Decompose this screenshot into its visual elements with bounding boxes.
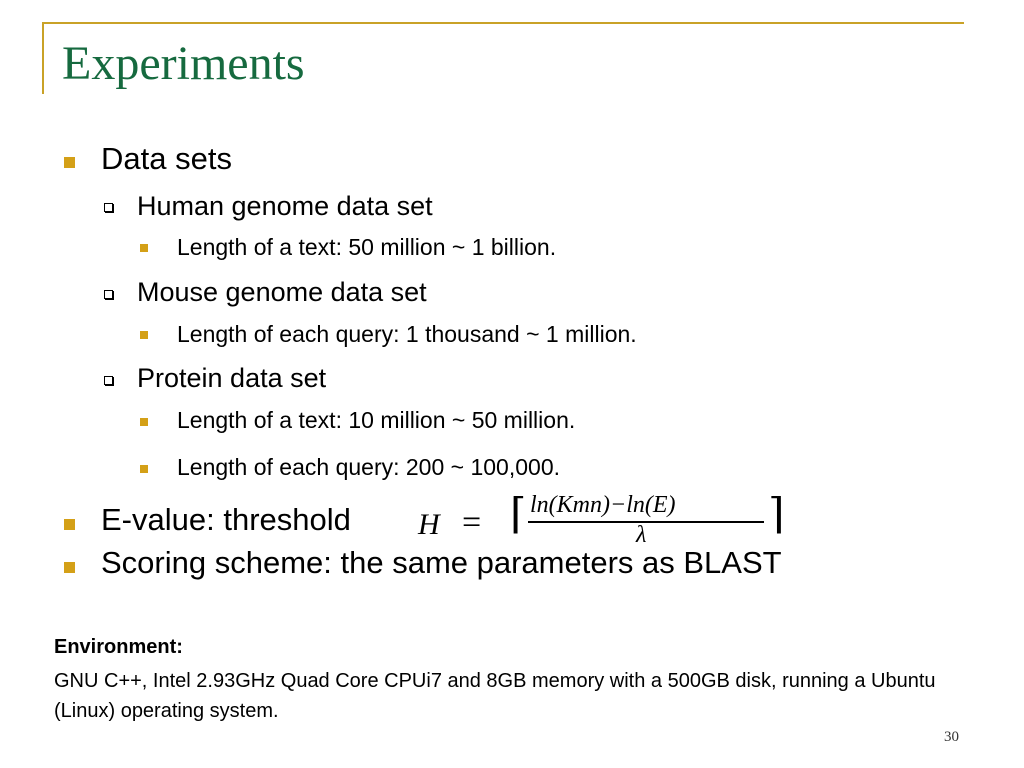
bullet-data-sets: Data sets	[101, 141, 232, 176]
title-frame-left-line	[42, 22, 44, 94]
square-bullet-icon	[64, 519, 75, 530]
bullet-protein: Protein data set	[137, 363, 327, 393]
formula-numerator: ln(Kmn)−ln(E)	[530, 492, 676, 518]
ceiling-right-icon: ⌉	[768, 492, 785, 538]
square-bullet-icon	[64, 562, 75, 573]
formula-denominator: λ	[636, 522, 647, 548]
page-number: 30	[944, 729, 959, 745]
bullet-protein-text-length: Length of a text: 10 million ~ 50 million.	[177, 407, 576, 433]
title-frame-top-line	[42, 22, 964, 24]
square-bullet-icon	[140, 465, 148, 473]
hollow-square-bullet-icon	[104, 203, 113, 212]
bullet-protein-query-length: Length of each query: 200 ~ 100,000.	[177, 454, 561, 480]
square-bullet-icon	[140, 418, 148, 426]
square-bullet-icon	[140, 244, 148, 252]
environment-label: Environment:	[54, 636, 183, 658]
hollow-square-bullet-icon	[104, 376, 113, 385]
slide-title: Experiments	[62, 37, 305, 90]
formula-lhs: H	[418, 508, 440, 541]
ceiling-left-icon: ⌈	[510, 492, 527, 538]
square-bullet-icon	[140, 331, 148, 339]
bullet-mouse-query-length: Length of each query: 1 thousand ~ 1 million.	[177, 321, 637, 347]
square-bullet-icon	[64, 157, 75, 168]
environment-text: GNU C++, Intel 2.93GHz Quad Core CPUi7 and 8GB memory with a 500GB disk, running a Ubuntu (Linux) operating system.	[54, 670, 936, 722]
bullet-scoring-scheme: Scoring scheme: the same parameters as BLAST	[101, 545, 782, 580]
formula-equals: =	[462, 504, 482, 541]
hollow-square-bullet-icon	[104, 290, 113, 299]
bullet-mouse-genome: Mouse genome data set	[137, 277, 427, 307]
bullet-e-value: E-value: threshold	[101, 502, 351, 537]
bullet-human-genome: Human genome data set	[137, 191, 433, 221]
bullet-human-text-length: Length of a text: 50 million ~ 1 billion.	[177, 234, 557, 260]
